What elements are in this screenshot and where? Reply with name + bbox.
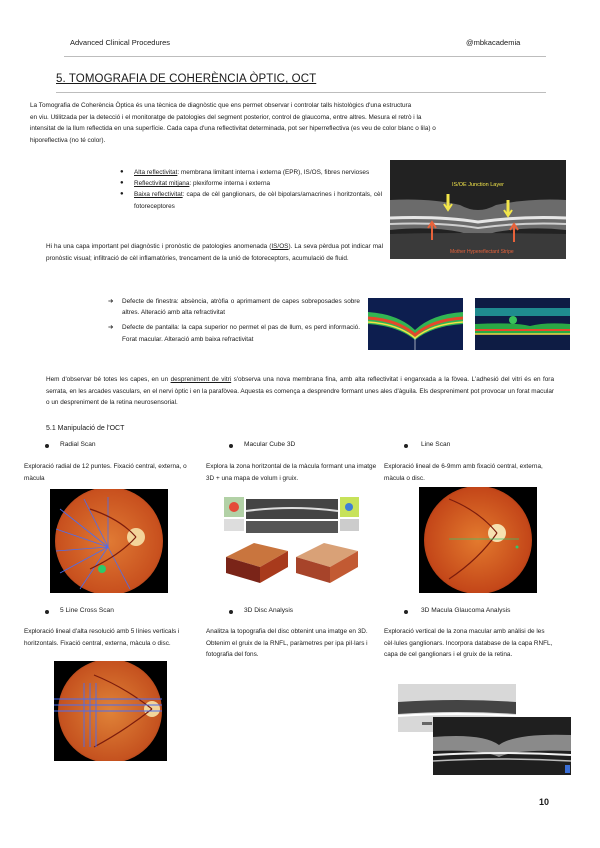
intro-paragraph (30, 100, 580, 146)
screen-defect-image (475, 298, 570, 350)
scan-description: Analitza la topografia del disc obtenint una imatge en 3D. Obtenim el gruix de la RNFL, paràmetres per ipa pil·lars i fotografia del fons. (206, 628, 368, 658)
section-title: 5. TOMOGRAFIA DE COHERÈNCIA ÒPTIC, OCT (56, 73, 317, 85)
defect-item: ➔ Defecte de finestra: absència, atròfia o aprimament de capes sobreposades sobre altres. Alteració amb alta refractivitat (108, 296, 360, 318)
scan-name: 5 Line Cross Scan (60, 607, 114, 614)
defect-item: ➔ Defecte de pantalla: la capa superior no permet el pas de llum, es perd informació. Forat macular. Alteració amb baixa refractivitat (108, 322, 360, 344)
oct-label-bottom: Mother Hypereflectant Stripe (450, 249, 514, 255)
bullet-icon (404, 444, 408, 448)
bullet-icon (45, 610, 49, 614)
window-defect-image (368, 298, 463, 350)
radial-scan-fundus-image (50, 489, 168, 593)
reflectivity-item: ● Baixa reflectivitat: capa de cèl ganglionars, de cèl bipolars/amacrines i horitzontals, cèl fotoreceptores (120, 189, 382, 211)
bullet-icon (229, 444, 233, 448)
bullet-icon (45, 444, 49, 448)
reflectivity-item: ● Alta reflectivitat: membrana limitant interna i externa (EPR), IS/OS, fibres nervioses (120, 167, 382, 178)
intro-line: hiporeflectiva (no té color). (30, 136, 106, 144)
title-divider (56, 92, 546, 93)
subsection-title: 5.1 Manipulació de l'OCT (46, 425, 125, 432)
bullet-icon (229, 610, 233, 614)
isos-paragraph: Hi ha una capa important pel diagnòstic i pronòstic de patologies anomenada (IS/OS). La seva pèrdua pot indicar mal pronòstic visual; infiltració de cèl inflamatòries, trencament de la unió de fotoreceptors, acumulació de fluid. (46, 243, 383, 262)
five-line-cross-fundus-image (54, 661, 167, 761)
intro-line: La Tomografia de Coherència Òptica és una tècnica de diagnòstic que ens permet observar i controlar talls histològics d'una estructura (30, 102, 412, 109)
intro-line: en viu. Utilitzada per la detecció i el monitoratge de patologies del segment posterior, control de glaucoma, entre altres. Mesura el retrò i la (30, 113, 422, 121)
header-divider (64, 56, 546, 57)
scan-description: Exploració lineal d'alta resolució amb 5 línies verticals i horitzontals. Fixació central, externa, màcula o disc. (24, 628, 180, 647)
macula-glaucoma-oct-image-2 (433, 717, 571, 775)
scan-description: Explora la zona horitzontal de la màcula formant una imatge 3D + una mapa de volum i gruix. (206, 463, 377, 482)
scan-name: Radial Scan (60, 441, 96, 448)
oct-scan-image (390, 160, 566, 259)
scan-description: Exploració radial de 12 puntes. Fixació central, externa, o màcula (24, 463, 187, 482)
scan-name: Macular Cube 3D (244, 441, 296, 448)
macular-cube-3d-image (224, 497, 359, 595)
defects-list (108, 296, 360, 345)
scan-name: 3D Disc Analysis (244, 607, 294, 614)
scan-description: Exploració lineal de 6-9mm amb fixació central, externa, màcula o disc. (384, 463, 543, 482)
header-right: @mbkacademia (466, 38, 521, 47)
header-left: Advanced Clinical Procedures (70, 38, 171, 47)
line-scan-fundus-image (419, 487, 537, 593)
oct-label-top: IS/OE Junction Layer (452, 182, 504, 188)
scan-description: Exploració vertical de la zona macular amb anàlisi de les cèl·lules ganglionars. Incorpora database de la capa RNFL, capa de cel ganglionars i el gruix de la retina. (384, 628, 553, 658)
scan-name: 3D Macula Glaucoma Analysis (421, 607, 511, 614)
scan-name: Line Scan (421, 441, 451, 448)
intro-line: intensitat de la llum reflectida en una superfície. Cada capa d'una reflectivitat determinada, pot ser hiperreflectiva (es veu de color blanc o lila) o (30, 125, 436, 132)
vitri-paragraph: Hem d'observar bé totes les capes, en un despreniment de vitri s'observa una nova membrana fina, amb alta reflectivitat i enganxada a la fòvea. L'adhesió del vitri és en fora serrata, en les arcades vasculars, en el nervi òptic i en la parafòvea. Aquesta es comença a desprendre formant unes ales d'àguila. Els despreniment pot provocar un forat macular o un despreniment de la retina neurosensorial. (46, 376, 554, 406)
reflectivity-list (120, 167, 382, 212)
bullet-icon (404, 610, 408, 614)
reflectivity-item: ● Reflectivitat mitjana: plexiforme interna i externa (120, 178, 382, 189)
page-number: 10 (539, 797, 550, 807)
